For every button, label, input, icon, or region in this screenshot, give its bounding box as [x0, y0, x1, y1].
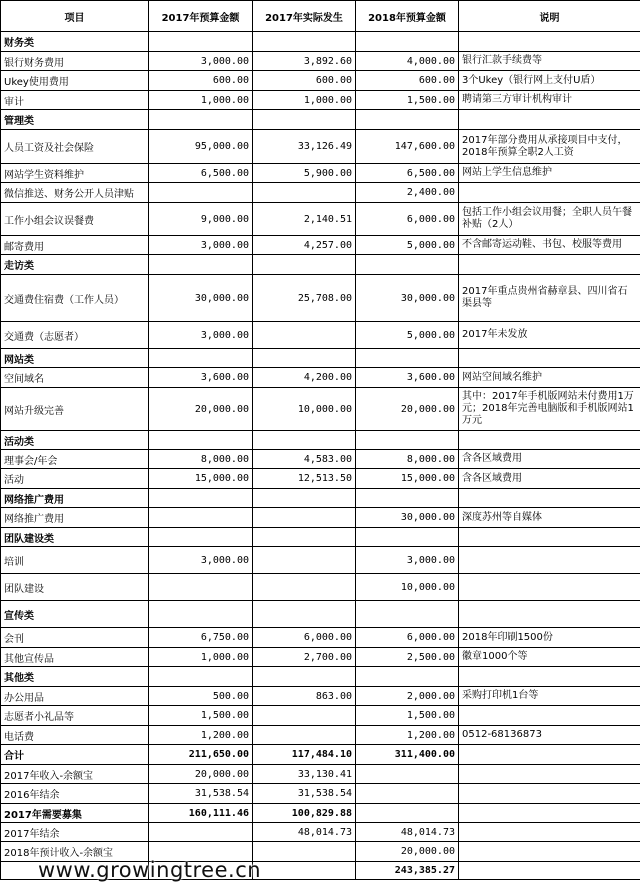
- table-row: [1, 804, 640, 823]
- empty-cell: [253, 431, 356, 450]
- table-row: [1, 203, 640, 236]
- budget-2018-cell: 2,500.00: [356, 648, 459, 667]
- actual-2017-cell: [253, 183, 356, 203]
- budget-2017-cell: 600.00: [149, 71, 253, 91]
- note-cell: 不含邮寄运动鞋、书包、校服等费用: [459, 236, 640, 255]
- actual-2017-cell: 12,513.50: [253, 469, 356, 489]
- table-row: [1, 469, 640, 489]
- budget-2017-cell: 15,000.00: [149, 469, 253, 489]
- section-row: [1, 32, 640, 52]
- note-cell: [459, 823, 640, 842]
- empty-cell: [356, 528, 459, 547]
- note-cell: [459, 745, 640, 765]
- table-row: [1, 574, 640, 601]
- item-label: 邮寄费用: [1, 236, 149, 255]
- item-label: 电话费: [1, 726, 149, 745]
- actual-2017-cell: 2,700.00: [253, 648, 356, 667]
- section-label: 财务类: [1, 32, 149, 52]
- note-cell: 2017年重点贵州省赫章县、四川省石渠县等: [459, 275, 640, 322]
- empty-cell: [356, 489, 459, 508]
- item-label: 人员工资及社会保险: [1, 130, 149, 164]
- note-cell: 徽章1000个等: [459, 648, 640, 667]
- section-row: [1, 255, 640, 275]
- note-cell: 2018年印刷1500份: [459, 628, 640, 648]
- budget-2017-cell: 20,000.00: [149, 765, 253, 784]
- budget-2017-cell: [149, 508, 253, 528]
- note-cell: 银行汇款手续费等: [459, 52, 640, 71]
- empty-cell: [459, 667, 640, 687]
- budget-2018-cell: 1,200.00: [356, 726, 459, 745]
- empty-cell: [356, 32, 459, 52]
- budget-2017-cell: 1,200.00: [149, 726, 253, 745]
- budget-2018-cell: 30,000.00: [356, 275, 459, 322]
- header-budget-2018: 2018年预算金额: [356, 1, 459, 32]
- empty-cell: [253, 110, 356, 130]
- table-row: [1, 275, 640, 322]
- budget-2018-cell: [356, 784, 459, 804]
- section-label: 管理类: [1, 110, 149, 130]
- empty-cell: [459, 349, 640, 368]
- budget-2017-cell: 3,000.00: [149, 547, 253, 574]
- budget-2018-cell: 600.00: [356, 71, 459, 91]
- note-cell: 聘请第三方审计机构审计: [459, 91, 640, 110]
- table-row: [1, 765, 640, 784]
- table-row: [1, 130, 640, 164]
- budget-2018-cell: 48,014.73: [356, 823, 459, 842]
- note-cell: 含各区域费用: [459, 450, 640, 469]
- table-row: [1, 823, 640, 842]
- note-cell: [459, 547, 640, 574]
- item-label: 理事会/年会: [1, 450, 149, 469]
- header-budget-2017: 2017年预算金额: [149, 1, 253, 32]
- note-cell: 2017年未发放: [459, 322, 640, 349]
- note-cell: 3个Ukey（银行网上支付U盾）: [459, 71, 640, 91]
- header-item: 项目: [1, 1, 149, 32]
- actual-2017-cell: 4,200.00: [253, 368, 356, 388]
- empty-cell: [149, 32, 253, 52]
- budget-2018-cell: 15,000.00: [356, 469, 459, 489]
- table-row: [1, 183, 640, 203]
- note-cell: 包括工作小组会议用餐；全职人员午餐补贴（2人）: [459, 203, 640, 236]
- section-label: 其他类: [1, 667, 149, 687]
- item-label: 银行财务费用: [1, 52, 149, 71]
- budget-2017-cell: 30,000.00: [149, 275, 253, 322]
- item-label: 合计: [1, 745, 149, 765]
- budget-2018-cell: 20,000.00: [356, 842, 459, 862]
- empty-cell: [356, 667, 459, 687]
- item-label: 审计: [1, 91, 149, 110]
- section-label: 网站类: [1, 349, 149, 368]
- note-cell: [459, 574, 640, 601]
- actual-2017-cell: 31,538.54: [253, 784, 356, 804]
- item-label: 培训: [1, 547, 149, 574]
- budget-2017-cell: 95,000.00: [149, 130, 253, 164]
- note-cell: [459, 183, 640, 203]
- empty-cell: [253, 489, 356, 508]
- actual-2017-cell: 1,000.00: [253, 91, 356, 110]
- note-cell: 网站空间域名维护: [459, 368, 640, 388]
- table-row: [1, 91, 640, 110]
- empty-cell: [253, 32, 356, 52]
- actual-2017-cell: 3,892.60: [253, 52, 356, 71]
- header-row: [1, 1, 640, 32]
- empty-cell: [356, 349, 459, 368]
- budget-2018-cell: 2,000.00: [356, 687, 459, 706]
- actual-2017-cell: 48,014.73: [253, 823, 356, 842]
- section-row: [1, 431, 640, 450]
- budget-2017-cell: 3,000.00: [149, 236, 253, 255]
- note-cell: [459, 765, 640, 784]
- actual-2017-cell: 33,126.49: [253, 130, 356, 164]
- note-cell: [459, 804, 640, 823]
- empty-cell: [149, 489, 253, 508]
- budget-2018-cell: 5,000.00: [356, 236, 459, 255]
- empty-cell: [149, 601, 253, 628]
- budget-2018-cell: 8,000.00: [356, 450, 459, 469]
- budget-2018-cell: 147,600.00: [356, 130, 459, 164]
- empty-cell: [459, 528, 640, 547]
- empty-cell: [149, 110, 253, 130]
- item-label: 其他宣传品: [1, 648, 149, 667]
- empty-cell: [253, 255, 356, 275]
- item-label: 2016年结余: [1, 784, 149, 804]
- note-cell: 采购打印机1台等: [459, 687, 640, 706]
- section-row: [1, 489, 640, 508]
- budget-2018-cell: 1,500.00: [356, 706, 459, 726]
- table-row: [1, 508, 640, 528]
- budget-2018-cell: 6,000.00: [356, 203, 459, 236]
- empty-cell: [149, 528, 253, 547]
- table-row: [1, 164, 640, 183]
- actual-2017-cell: 2,140.51: [253, 203, 356, 236]
- budget-2017-cell: [149, 823, 253, 842]
- actual-2017-cell: [253, 706, 356, 726]
- section-row: [1, 110, 640, 130]
- table-row: [1, 322, 640, 349]
- note-cell: 0512-68136873: [459, 726, 640, 745]
- item-label: 团队建设: [1, 574, 149, 601]
- table-row: [1, 52, 640, 71]
- table-row: [1, 784, 640, 804]
- budget-2017-cell: 31,538.54: [149, 784, 253, 804]
- budget-2018-cell: 20,000.00: [356, 388, 459, 431]
- table-row: [1, 648, 640, 667]
- budget-2018-cell: 243,385.27: [356, 862, 459, 880]
- table-row: [1, 628, 640, 648]
- item-label: 志愿者小礼品等: [1, 706, 149, 726]
- budget-2017-cell: 3,600.00: [149, 368, 253, 388]
- actual-2017-cell: 863.00: [253, 687, 356, 706]
- note-cell: 2017年部分费用从承接项目中支付，2018年预算全职2人工资: [459, 130, 640, 164]
- budget-2018-cell: 3,600.00: [356, 368, 459, 388]
- empty-cell: [459, 110, 640, 130]
- budget-2018-cell: 311,400.00: [356, 745, 459, 765]
- actual-2017-cell: [253, 508, 356, 528]
- budget-2017-cell: 1,000.00: [149, 648, 253, 667]
- table-row: [1, 687, 640, 706]
- budget-2017-cell: 3,000.00: [149, 52, 253, 71]
- empty-cell: [253, 528, 356, 547]
- section-label: 网络推广费用: [1, 489, 149, 508]
- empty-cell: [356, 601, 459, 628]
- budget-2017-cell: 160,111.46: [149, 804, 253, 823]
- note-cell: [459, 842, 640, 862]
- budget-2018-cell: 1,500.00: [356, 91, 459, 110]
- actual-2017-cell: [253, 842, 356, 862]
- actual-2017-cell: 4,257.00: [253, 236, 356, 255]
- empty-cell: [149, 431, 253, 450]
- budget-2017-cell: [149, 183, 253, 203]
- table-row: [1, 368, 640, 388]
- actual-2017-cell: 25,708.00: [253, 275, 356, 322]
- empty-cell: [459, 601, 640, 628]
- empty-cell: [253, 667, 356, 687]
- budget-2018-cell: 3,000.00: [356, 547, 459, 574]
- budget-2018-cell: 6,500.00: [356, 164, 459, 183]
- note-cell: 深度苏州等自媒体: [459, 508, 640, 528]
- note-cell: 其中：2017年手机版网站未付费用1万元；2018年完善电脑版和手机版网站1万元: [459, 388, 640, 431]
- budget-2018-cell: 10,000.00: [356, 574, 459, 601]
- section-row: [1, 528, 640, 547]
- item-label: Ukey使用费用: [1, 71, 149, 91]
- item-label: 2018年预计收入-余额宝: [1, 842, 149, 862]
- item-label: 活动: [1, 469, 149, 489]
- actual-2017-cell: 100,829.88: [253, 804, 356, 823]
- item-label: 网站升级完善: [1, 388, 149, 431]
- empty-cell: [459, 489, 640, 508]
- table-row: [1, 388, 640, 431]
- budget-2017-cell: 500.00: [149, 687, 253, 706]
- section-label: 走访类: [1, 255, 149, 275]
- budget-2018-cell: 2,400.00: [356, 183, 459, 203]
- item-label: 微信推送、财务公开人员津贴: [1, 183, 149, 203]
- budget-2017-cell: 3,000.00: [149, 322, 253, 349]
- section-row: [1, 601, 640, 628]
- empty-cell: [356, 431, 459, 450]
- actual-2017-cell: 600.00: [253, 71, 356, 91]
- actual-2017-cell: [253, 547, 356, 574]
- empty-cell: [356, 110, 459, 130]
- note-cell: [459, 706, 640, 726]
- actual-2017-cell: 4,583.00: [253, 450, 356, 469]
- budget-2018-cell: 30,000.00: [356, 508, 459, 528]
- section-label: 活动类: [1, 431, 149, 450]
- section-row: [1, 667, 640, 687]
- empty-cell: [253, 601, 356, 628]
- budget-2017-cell: 6,500.00: [149, 164, 253, 183]
- budget-2017-cell: 211,650.00: [149, 745, 253, 765]
- actual-2017-cell: 10,000.00: [253, 388, 356, 431]
- item-label: 网站学生资料维护: [1, 164, 149, 183]
- table-row: [1, 726, 640, 745]
- budget-2017-cell: 1,500.00: [149, 706, 253, 726]
- item-label: 2017年结余: [1, 823, 149, 842]
- item-label: 空间域名: [1, 368, 149, 388]
- budget-2018-cell: [356, 765, 459, 784]
- note-cell: 含各区域费用: [459, 469, 640, 489]
- item-label: 2017年需要募集: [1, 804, 149, 823]
- budget-2018-cell: 6,000.00: [356, 628, 459, 648]
- table-row: [1, 745, 640, 765]
- note-cell: [459, 862, 640, 880]
- empty-cell: [459, 431, 640, 450]
- actual-2017-cell: 117,484.10: [253, 745, 356, 765]
- budget-2018-cell: 4,000.00: [356, 52, 459, 71]
- note-cell: 网站上学生信息维护: [459, 164, 640, 183]
- budget-2017-cell: [149, 574, 253, 601]
- header-note: 说明: [459, 1, 640, 32]
- actual-2017-cell: 33,130.41: [253, 765, 356, 784]
- section-label: 宣传类: [1, 601, 149, 628]
- table-row: [1, 706, 640, 726]
- actual-2017-cell: [253, 574, 356, 601]
- section-row: [1, 349, 640, 368]
- item-label: 交通费（志愿者）: [1, 322, 149, 349]
- empty-cell: [356, 255, 459, 275]
- budget-2017-cell: 6,750.00: [149, 628, 253, 648]
- empty-cell: [253, 349, 356, 368]
- table-row: [1, 71, 640, 91]
- header-actual-2017: 2017年实际发生: [253, 1, 356, 32]
- table-row: [1, 450, 640, 469]
- empty-cell: [149, 255, 253, 275]
- budget-2017-cell: 1,000.00: [149, 91, 253, 110]
- item-label: 会刊: [1, 628, 149, 648]
- actual-2017-cell: 6,000.00: [253, 628, 356, 648]
- item-label: 工作小组会议误餐费: [1, 203, 149, 236]
- budget-2017-cell: 20,000.00: [149, 388, 253, 431]
- budget-2018-cell: 5,000.00: [356, 322, 459, 349]
- empty-cell: [459, 255, 640, 275]
- empty-cell: [459, 32, 640, 52]
- item-label: 网络推广费用: [1, 508, 149, 528]
- budget-2017-cell: 8,000.00: [149, 450, 253, 469]
- item-label: 交通费住宿费（工作人员）: [1, 275, 149, 322]
- table-row: [1, 236, 640, 255]
- actual-2017-cell: [253, 322, 356, 349]
- note-cell: [459, 784, 640, 804]
- empty-cell: [149, 667, 253, 687]
- site-watermark: www.growingtree.cn: [38, 858, 262, 882]
- table-body: [1, 32, 640, 880]
- item-label: 办公用品: [1, 687, 149, 706]
- empty-cell: [149, 349, 253, 368]
- table-row: [1, 547, 640, 574]
- budget-2017-cell: 9,000.00: [149, 203, 253, 236]
- budget-2018-cell: [356, 804, 459, 823]
- actual-2017-cell: [253, 862, 356, 880]
- actual-2017-cell: [253, 726, 356, 745]
- section-label: 团队建设类: [1, 528, 149, 547]
- item-label: 2017年收入-余额宝: [1, 765, 149, 784]
- actual-2017-cell: 5,900.00: [253, 164, 356, 183]
